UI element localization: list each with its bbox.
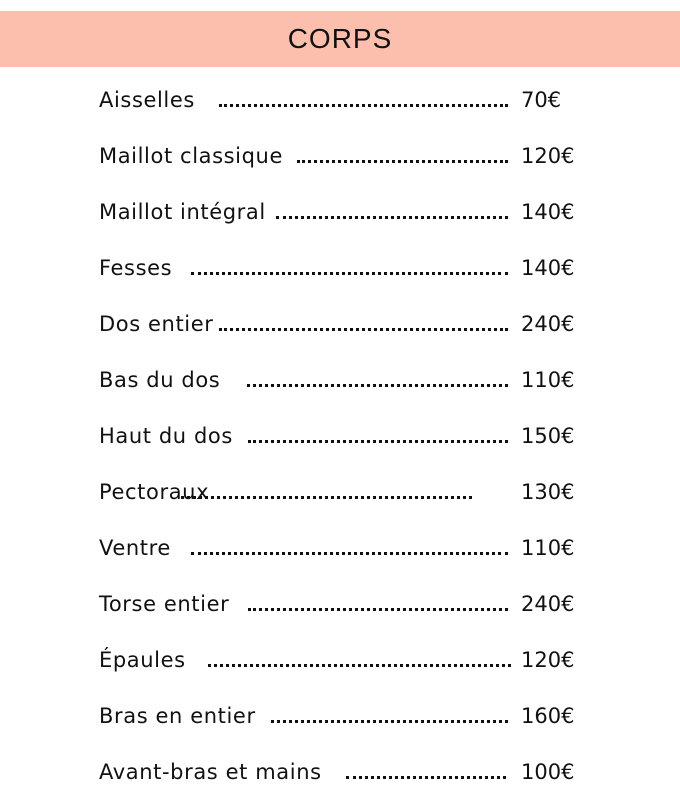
item-price: 140€ xyxy=(521,256,575,280)
item-price: 100€ xyxy=(521,760,575,784)
item-price: 70€ xyxy=(521,88,562,112)
price-row xyxy=(99,701,589,731)
item-label: Aisselles xyxy=(99,88,195,112)
dot-leader xyxy=(248,608,508,611)
price-row xyxy=(99,365,589,395)
item-label: Maillot intégral xyxy=(99,200,266,224)
item-label: Bras en entier xyxy=(99,704,256,728)
dot-leader xyxy=(346,776,506,779)
item-label: Maillot classique xyxy=(99,144,283,168)
dot-leader xyxy=(208,664,511,667)
dot-leader xyxy=(191,552,508,555)
price-row xyxy=(99,197,589,227)
item-label: Ventre xyxy=(99,536,171,560)
price-row xyxy=(99,253,589,283)
item-price: 110€ xyxy=(521,368,575,392)
price-row xyxy=(99,85,589,115)
price-row xyxy=(99,645,589,675)
dot-leader xyxy=(181,496,472,499)
item-label: Avant-bras et mains xyxy=(99,760,322,784)
item-price: 120€ xyxy=(521,648,575,672)
item-price: 150€ xyxy=(521,424,575,448)
item-price: 160€ xyxy=(521,704,575,728)
dot-leader xyxy=(248,440,508,443)
dot-leader xyxy=(219,104,508,107)
price-row xyxy=(99,533,589,563)
item-label: Pectoraux xyxy=(99,480,210,504)
price-row xyxy=(99,141,589,171)
dot-leader xyxy=(276,216,508,219)
dot-leader xyxy=(271,720,508,723)
item-price: 140€ xyxy=(521,200,575,224)
dot-leader xyxy=(219,328,508,331)
price-row xyxy=(99,757,589,787)
price-row xyxy=(99,589,589,619)
price-row xyxy=(99,421,589,451)
item-price: 120€ xyxy=(521,144,575,168)
dot-leader xyxy=(297,160,508,163)
item-price: 130€ xyxy=(521,480,575,504)
item-label: Épaules xyxy=(99,648,186,672)
item-price: 240€ xyxy=(521,592,575,616)
item-label: Fesses xyxy=(99,256,173,280)
item-label: Dos entier xyxy=(99,312,214,336)
section-title: CORPS xyxy=(287,23,393,54)
item-price: 240€ xyxy=(521,312,575,336)
price-row xyxy=(99,477,589,507)
dot-leader xyxy=(191,272,508,275)
dot-leader xyxy=(247,384,508,387)
item-label: Bas du dos xyxy=(99,368,221,392)
item-label: Torse entier xyxy=(99,592,230,616)
item-price: 110€ xyxy=(521,536,575,560)
price-row xyxy=(99,309,589,339)
item-label: Haut du dos xyxy=(99,424,233,448)
